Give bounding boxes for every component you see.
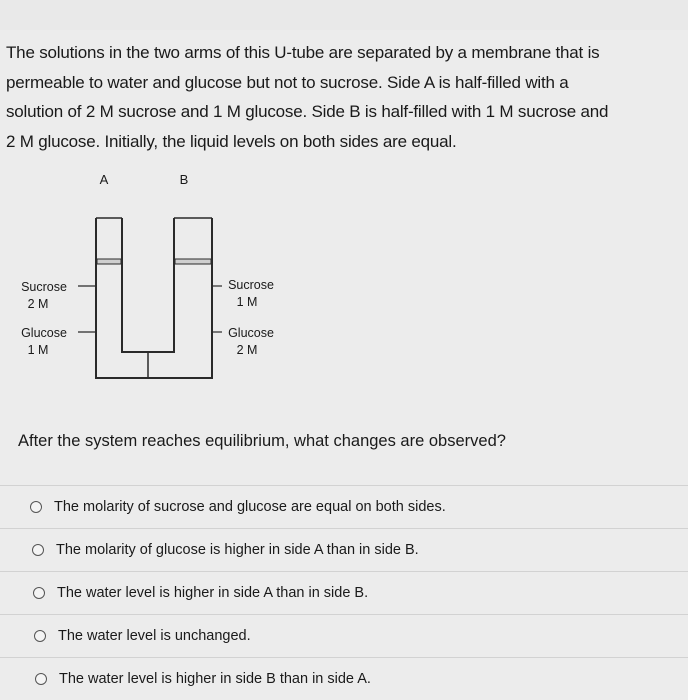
right-glucose-label: Glucose bbox=[228, 326, 274, 340]
question-line-4: 2 M glucose. Initially, the liquid levels on both sides are equal. bbox=[6, 131, 457, 151]
radio-button-icon[interactable] bbox=[32, 544, 44, 556]
u-tube-svg bbox=[0, 160, 340, 390]
question-line-3: solution of 2 M sucrose and 1 M glucose. Side B is half-filled with 1 M sucrose and bbox=[6, 102, 609, 121]
answer-option-label: The water level is unchanged. bbox=[58, 628, 251, 644]
right-glucose-conc: 2 M bbox=[236, 343, 258, 357]
answer-option-5[interactable] bbox=[0, 657, 688, 700]
answer-option-4[interactable] bbox=[0, 614, 688, 657]
answer-option-3[interactable] bbox=[0, 571, 688, 614]
radio-button-icon[interactable] bbox=[34, 630, 46, 642]
radio-button-icon[interactable] bbox=[35, 673, 47, 685]
u-tube-inner-wall bbox=[122, 218, 174, 352]
left-glucose-label: Glucose bbox=[21, 326, 67, 340]
question-text bbox=[6, 38, 686, 156]
u-tube-outer-wall bbox=[96, 218, 212, 378]
answer-option-label: The water level is higher in side B than in side A. bbox=[59, 671, 371, 687]
answer-option-1[interactable] bbox=[0, 485, 688, 528]
answer-options bbox=[0, 485, 688, 700]
radio-button-icon[interactable] bbox=[33, 587, 45, 599]
answer-option-label: The molarity of glucose is higher in side A than in side B. bbox=[56, 542, 419, 558]
liquid-level-a bbox=[97, 259, 121, 264]
answer-option-label: The water level is higher in side A than in side B. bbox=[57, 585, 369, 601]
left-glucose-conc: 1 M bbox=[27, 343, 49, 357]
left-sucrose-conc: 2 M bbox=[27, 297, 49, 311]
right-sucrose-label: Sucrose bbox=[228, 278, 274, 292]
side-b-label: B bbox=[179, 172, 189, 187]
top-strip bbox=[0, 0, 688, 30]
right-sucrose-conc: 1 M bbox=[236, 295, 258, 309]
u-tube-diagram bbox=[0, 160, 340, 390]
left-sucrose-label: Sucrose bbox=[21, 280, 67, 294]
liquid-level-b bbox=[175, 259, 211, 264]
answer-option-2[interactable] bbox=[0, 528, 688, 571]
question-line-1: The solutions in the two arms of this U-tube are separated by a membrane that is bbox=[6, 43, 600, 62]
side-a-label: A bbox=[99, 172, 109, 187]
question-line-2: permeable to water and glucose but not to sucrose. Side A is half-filled with a bbox=[6, 72, 569, 92]
radio-button-icon[interactable] bbox=[30, 501, 42, 513]
question-prompt: After the system reaches equilibrium, what changes are observed? bbox=[18, 432, 506, 450]
answer-option-label: The molarity of sucrose and glucose are equal on both sides. bbox=[54, 499, 446, 515]
